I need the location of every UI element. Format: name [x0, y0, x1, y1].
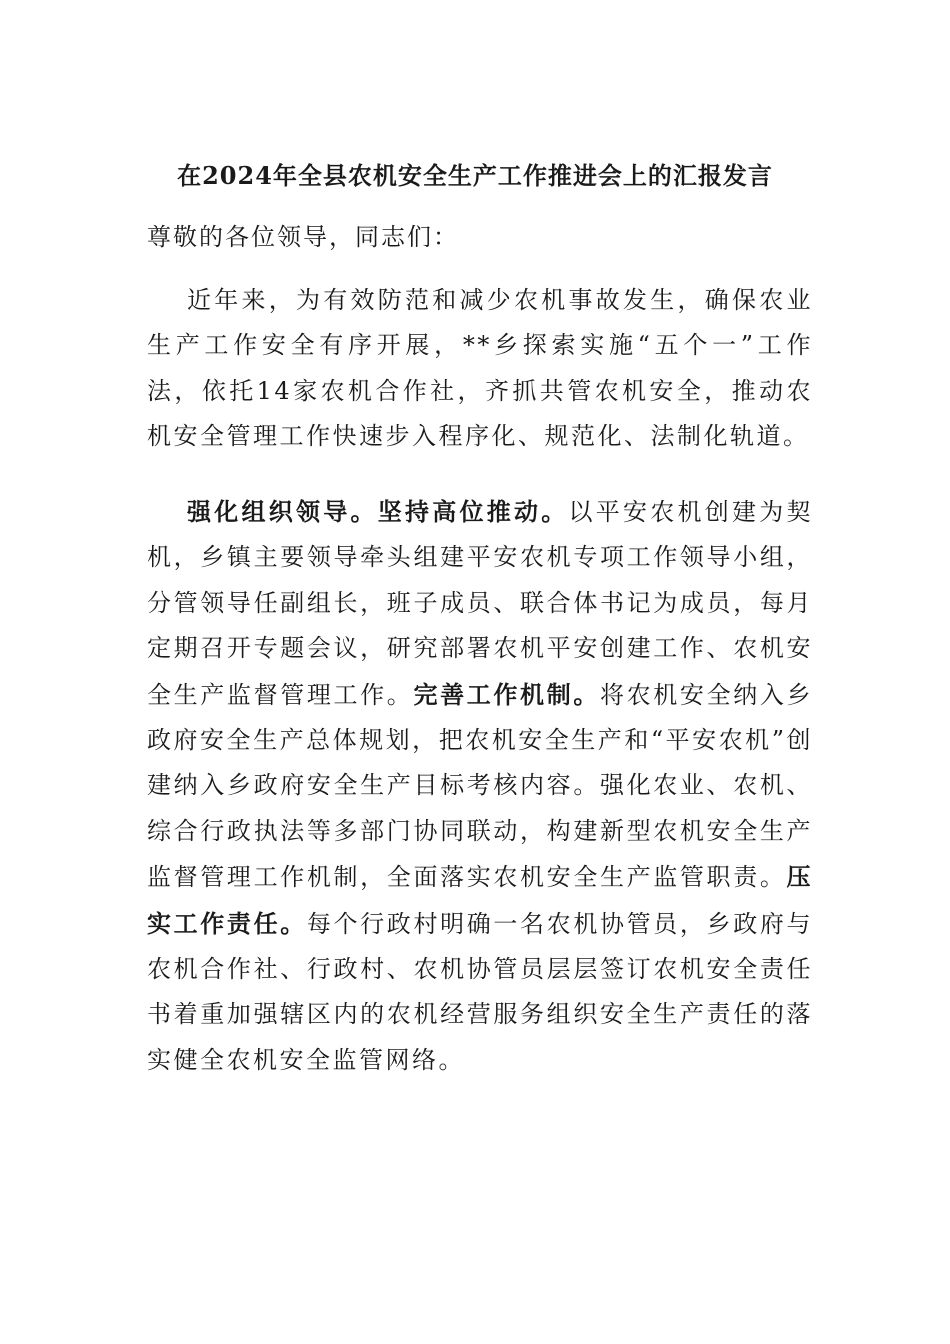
heading-strengthen-leadership: 强化组织领导。 [187, 497, 378, 526]
heading-improve-mechanism: 完善工作机制。 [413, 679, 600, 709]
body-text-responsibility: 每个行政村明确一名农机协管员，乡政府与农机合作社、行政村、农机协管员层层签订农机安全责任书着重加强辖区内的农机经营服务组织安全生产责任的落实健全农机安全监管网络。 [147, 909, 813, 1074]
body-text-mechanism: 将农机安全纳入乡政府安全生产总体规划，把农机安全生产和“平安农机”创建纳入乡政府安全生产目标考核内容。强化农业、农机、综合行政执法等多部门协同联动，构建新型农机安全生产监督管理工作机制，全面落实农机安全生产监管职责。 [147, 680, 814, 892]
heading-high-level-push: 坚持高位推动。 [377, 497, 569, 526]
body-text-leadership: 以平安农机创建为契机，乡镇主要领导牵头组建平安农机专项工作领导小组，分管领导任副组长，班子成员、联合体书记为成员，每月定期召开专题会议，研究部署农机平安创建工作、农机安全生产监督管理工作。 [147, 498, 813, 709]
organization-paragraph [147, 489, 813, 1083]
heading-responsibility: 压实工作责任。 [147, 862, 813, 938]
intro-paragraph: 近年来，为有效防范和减少农机事故发生，确保农业生产工作安全有序开展，**乡探索实施“五个一”工作法，依托14家农机合作社，齐抓共管农机安全，推动农机安全管理工作快速步入程序化、规范化、法制化轨道。 [147, 286, 813, 450]
document-title: 在2024年全县农机安全生产工作推进会上的汇报发言 [177, 161, 773, 190]
salutation: 尊敬的各位领导，同志们： [147, 223, 459, 251]
